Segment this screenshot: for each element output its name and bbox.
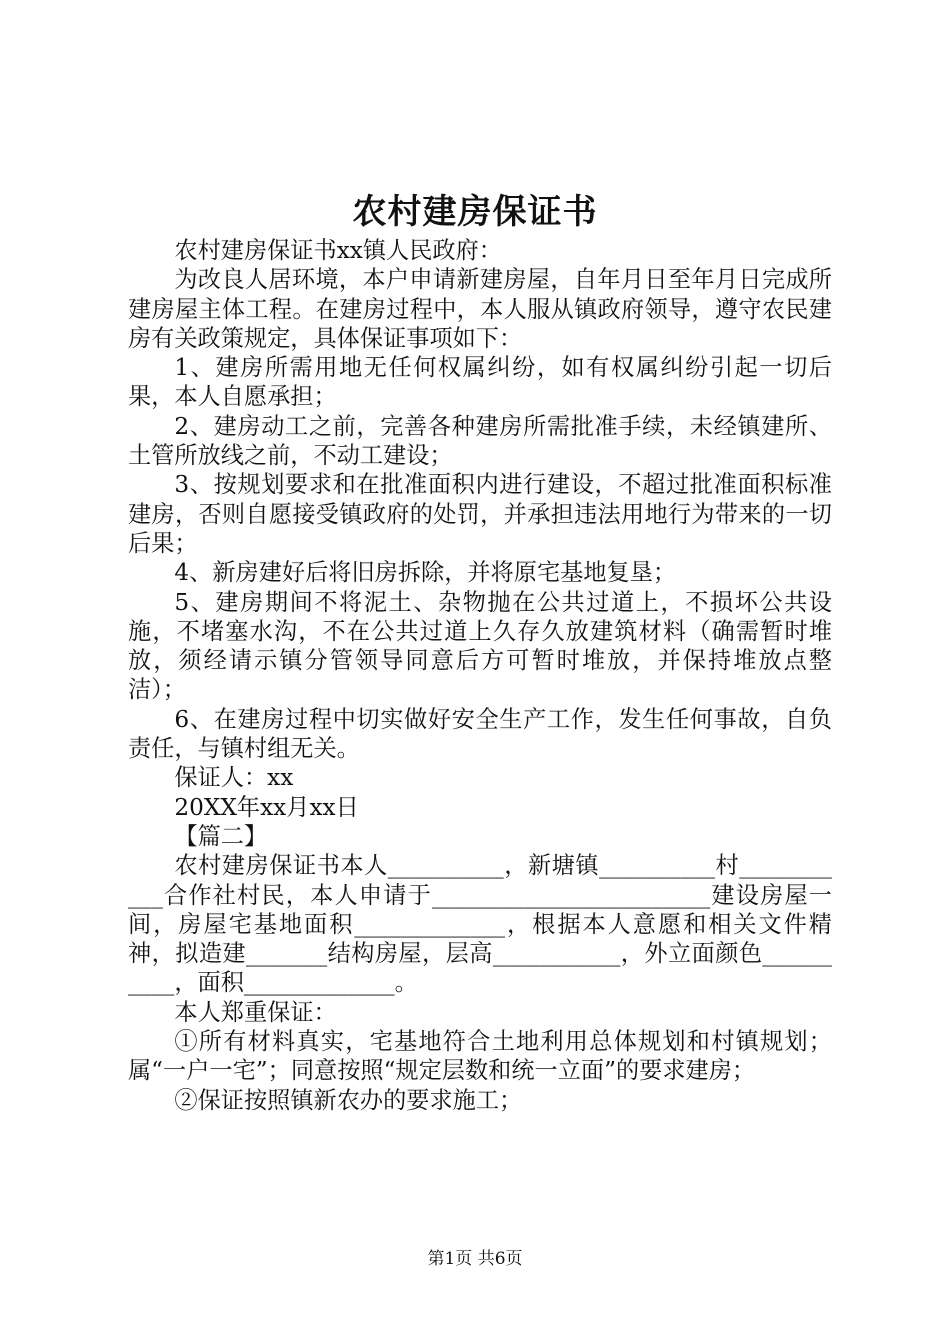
paragraph-pledge-1: ①所有材料真实，宅基地符合土地利用总体规划和村镇规划；属“一户一宅”；同意按照“规定层数和统一立面”的要求建房；: [128, 1028, 832, 1085]
paragraph-guarantor: 保证人：xx: [174, 764, 294, 792]
paragraph-pledge-heading: 本人郑重保证：: [174, 998, 337, 1026]
section-heading: 【篇二】: [174, 822, 268, 850]
paragraph-item-2: 2、建房动工之前，完善各种建房所需批准手续，未经镇建所、土管所放线之前，不动工建设；: [128, 412, 832, 470]
paragraph-date: 20XX年xx月xx日: [174, 793, 359, 821]
page-number-footer: 第1页 共6页: [427, 1249, 523, 1269]
paragraph-item-5: 5、建房期间不将泥土、杂物抛在公共过道上，不损坏公共设施，不堵塞水沟，不在公共过道上久存久放建筑材料（确需暂时堆放，须经请示镇分管领导同意后方可暂时堆放，并保持堆放点整洁）；: [128, 588, 832, 704]
document-title: 农村建房保证书: [352, 192, 598, 232]
paragraph-application: 农村建房保证书本人__________，新塘镇__________村___________合作社村民，本人申请于________________________建设房屋一间，房屋宅基地面积_____________，根据本人意愿和相关文件精神，拟造建_______结构房屋，层高___________，外立面颜色__________，面积_____________。: [128, 852, 832, 997]
paragraph-intro: 为改良人居环境，本户申请新建房屋，自年月日至年月日完成所建房屋主体工程。在建房过程中，本人服从镇政府领导，遵守农民建房有关政策规定，具体保证事项如下：: [128, 266, 832, 352]
paragraph-item-4: 4、新房建好后将旧房拆除，并将原宅基地复垦；: [174, 559, 677, 587]
paragraph-pledge-2: ②保证按照镇新农办的要求施工；: [174, 1086, 523, 1114]
paragraph-addressee: 农村建房保证书xx镇人民政府：: [174, 237, 502, 264]
paragraph-item-3: 3、按规划要求和在批准面积内进行建设，不超过批准面积标准建房，否则自愿接受镇政府的处罚，并承担违法用地行为带来的一切后果；: [128, 471, 832, 557]
document-body: [128, 236, 832, 1115]
paragraph-item-1: 1、建房所需用地无任何权属纠纷，如有权属纠纷引起一切后果，本人自愿承担；: [128, 354, 832, 411]
paragraph-item-6: 6、在建房过程中切实做好安全生产工作，发生任何事故，自负责任，与镇村组无关。: [128, 705, 832, 763]
